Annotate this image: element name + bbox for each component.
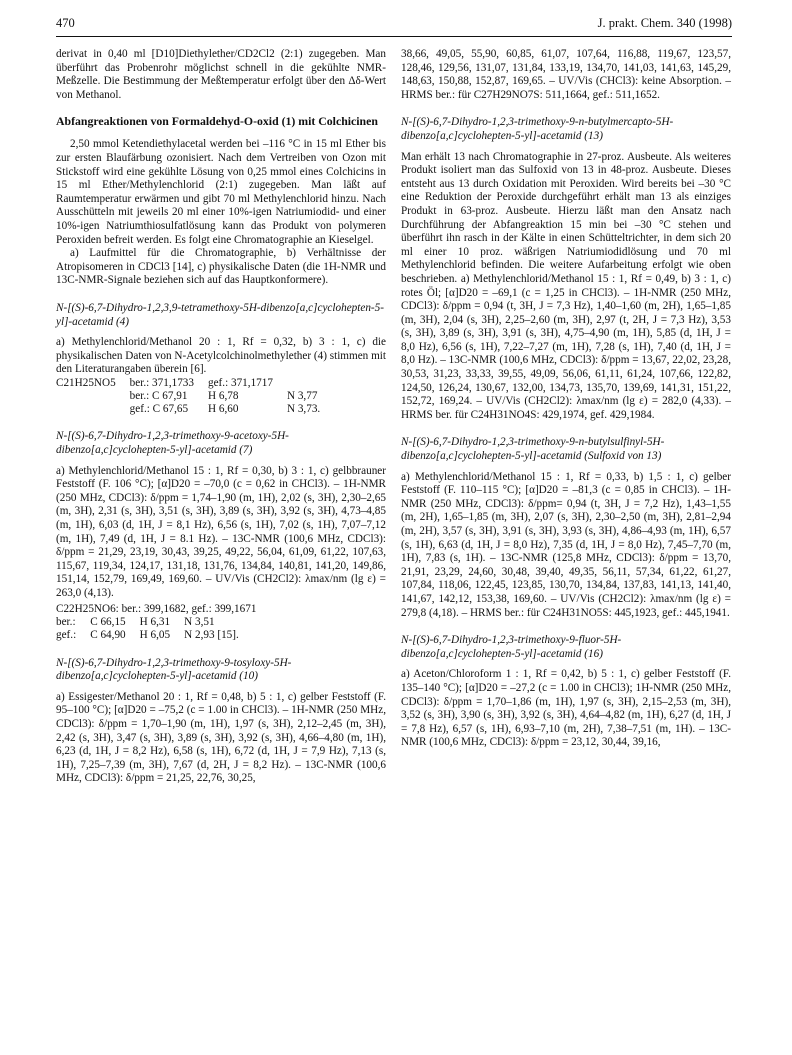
analysis-cell: C 64,90	[90, 629, 126, 642]
page-number: 470	[56, 16, 75, 30]
analysis-cell: N 3,77	[286, 390, 318, 403]
table-row	[56, 377, 334, 390]
compound-7-analysis	[56, 616, 253, 642]
compound-10-title: N-[(S)-6,7-Dihydro-1,2,3-trimethoxy-9-tosyloxy-5H-dibenzo[a,c]cyclohepten-5-yl]-acetamid (10)	[56, 656, 292, 683]
compound-13-title: N-[(S)-6,7-Dihydro-1,2,3-trimethoxy-9-n-butylmercapto-5H-dibenzo[a,c]cyclohepten-5-yl]-acetamid (13)	[401, 116, 674, 142]
sulfoxide-text: a) Methylenchlorid/Methanol 15 : 1, Rf = 0,33, b) 1,5 : 1, c) gelber Feststoff (F. 110–115 °C); [α]D20 = –81,3 (c = 0,85 in CHCl3). – 1H-NMR (250 MHz, CDCl3): δ/ppm= 0,94 (t, 3H, J = 7,2 Hz), 1,43–1,55 (m, 2H), 1,65–1,85 (m, 3H), 2,07 (s, 3H), 2,30–2,50 (m, 3H), 2,81–2,94 (m, 2H), 3,57 (s, 3H), 3,91 (s, 3H), 3,93 (s, 3H), 4,86–4,93 (m, 1H), 6,57 (s, 1H), 6,63 (d, 1H, J = 8,0 Hz), 7,35 (d, 1H, J = 8,0 Hz), 7,45–7,70 (m, 1H), 7,83 (s, 1H). – 13C-NMR (125,8 MHz, CDCl3): δ/ppm = 13,70, 21,91, 23,29, 24,60, 30,48, 39,40, 49,35, 56,11, 57,34, 61,22, 61,27, 107,84, 118,06, 122,45, 123,85, 130,70, 134,84, 137,83, 141,13, 141,40, 141,67, 142,12, 153,38, 169,60. – UV/Vis (CH2Cl2): λmax/nm (lg ε) = 279,8 (4,18). – HRMS ber.: für C24H31NO5S: 445,1923, gef.: 445,1941.	[401, 470, 731, 619]
compound-10-text: a) Essigester/Methanol 20 : 1, Rf = 0,48, b) 5 : 1, c) gelber Feststoff (F. 95–100 °C); [α]D20 = –75,2 (c = 1.00 in CHCl3). – 1H-NMR (250 MHz, CDCl3): δ/ppm = 1,70–1,90 (m, 1H), 1,97 (s, 3H), 2,12–2,45 (m, 3H), 2,42 (s, 3H), 3,47 (s, 3H), 3,89 (s, 3H), 3,92 (s, 3H), 4,66–4,80 (m, 1H), 6,23 (d, 1H, J = 8,2 Hz), 6,58 (s, 1H), 6,72 (d, 1H, J = 7,9 Hz), 7,13 (s, 1H), 7,25–7,39 (m, 3H), 7,67 (d, 2H, J = 8,2 Hz). – 13C-NMR (100,6 MHz, CDCl3): δ/ppm = 21,25, 22,76, 30,25,	[56, 690, 386, 785]
compound-7-title: N-[(S)-6,7-Dihydro-1,2,3-trimethoxy-9-acetoxy-5H-dibenzo[a,c]cyclohepten-5-yl]-acetamid (7)	[56, 430, 289, 457]
compound-10-continued: 38,66, 49,05, 55,90, 60,85, 61,07, 107,64, 116,88, 119,67, 123,57, 128,46, 129,56, 131,07, 131,84, 133,19, 134,70, 141,03, 141,63, 145,29, 148,63, 150,88, 152,87, 169,65. – UV/Vis (CHCl3): keine Absorption. – HRMS ber.: für C27H29NO7S: 511,1664, gef.: 511,1652.	[401, 48, 731, 101]
right-column	[401, 48, 731, 750]
analysis-cell: gef.: C 67,65	[129, 403, 189, 416]
compound-7-formula: C22H25NO6: ber.: 399,1682, gef.: 399,1671	[56, 602, 257, 615]
compound-13-text: Man erhält 13 nach Chromatographie in 27-proz. Ausbeute. Als weiteres Produkt isoliert man das Sulfoxid von 13 in 48-proz. Ausbeute. Dieses entsteht aus 13 durch Oxidation mit Peroxiden. Wird bereits bei –30 °C eine Reduktion der Peroxide durchgeführt erhält man 13 als einziges Produkt in 63-proz. Ausbeute. Hierzu läßt man den Ansatz nach Durchführung der Abfangreaktion 15 min bei –30 °C stehen und überführt ihn rasch in der Kälte in einen Schütteltrichter, in dem sich 20 ml einer 10 proz. wäßrigen Natriumiodidlösung und 70 ml Methylenchlorid befinden. Die weitere Aufarbeitung erfolgt wie oben beschrieben. a) Methylenchlorid/Methanol 15 : 1, Rf = 0,49, b) 3 : 1, c) rotes Öl; [α]D20 = –69,1 (c = 1,25 in CHCl3). – 1H-NMR (250 MHz, CDCl3): δ/ppm = 0,94 (t, 3H, J = 7,3 Hz), 1,40–1,60 (m, 2H), 1,65–1,85 (m, 3H), 2,04 (s, 3H), 2,25–2,60 (m, 3H), 2,97 (t, 2H, J = 7,3 Hz), 3,53 (s, 3H), 3,89 (s, 3H), 3,91 (s, 3H), 4,75–4,90 (m, 1H), 5,85 (d, 1H, J = 8,0 Hz), 6,56 (s, 1H), 7,22–7,27 (m, 1H), 7,28 (s, 1H), 7,40 (d, 1H, J = 8,0 Hz). – 13C-NMR (100,6 MHz, CDCl3): δ/ppm = 13,67, 22,02, 23,28, 30,53, 31,23, 33,33, 39,55, 49,09, 56,06, 61,11, 61,24, 107,66, 122,82, 124,50, 126,24, 130,67, 132,00, 134,73, 135,70, 139,69, 141,31, 151,22, 152,72, 169,24. – UV/Vis (CH2Cl2): λmax/nm (lg ε) = 282,0 (4,33). – HRMS ber. für C24H31NO4S: 429,1974, gef. 429,1984.	[401, 150, 731, 421]
analysis-cell: ber.: 371,1733	[129, 376, 194, 389]
analysis-cell: H 6,05	[139, 629, 171, 642]
compound-4-analysis	[56, 377, 334, 417]
analysis-cell: N 2,93 [15].	[184, 629, 239, 642]
analysis-cell: H 6,31	[139, 616, 171, 629]
compound-16-title: N-[(S)-6,7-Dihydro-1,2,3-trimethoxy-9-fluor-5H-dibenzo[a,c]cyclohepten-5-yl]-acetamid (16)	[401, 634, 622, 660]
journal-citation: J. prakt. Chem. 340 (1998)	[597, 16, 732, 30]
analysis-cell: C 66,15	[90, 616, 126, 629]
table-row	[56, 629, 253, 642]
analysis-cell	[56, 390, 130, 403]
analysis-cell: H 6,78	[208, 390, 239, 403]
table-row	[56, 403, 334, 416]
analysis-cell: gef.:	[56, 629, 77, 642]
compound-4-title: N-[(S)-6,7-Dihydro-1,2,3,9-tetramethoxy-5H-dibenzo[a,c]cyclohepten-5-yl]-acetamid (4)	[56, 301, 384, 328]
analysis-cell: ber.:	[56, 616, 76, 629]
analysis-cell: N 3,51	[184, 616, 215, 629]
analysis-cell: ber.: C 67,91	[129, 390, 188, 403]
notes-paragraph: a) Laufmittel für die Chromatographie, b) Verhältnisse der Atropisomeren in CDCl3 [14], c) physikalische Daten (die 1H-NMR und 13C-NMR-Signale beziehen sich auf das Hauptkonformere).	[56, 247, 386, 287]
analysis-cell: C21H25NO5	[56, 376, 116, 389]
analysis-cell	[56, 403, 130, 416]
header-rule	[56, 36, 732, 37]
left-column	[56, 48, 386, 786]
table-row	[56, 616, 253, 629]
table-row	[56, 390, 334, 403]
intro-paragraph: derivat in 0,40 ml [D10]Diethylether/CD2Cl2 (2:1) zugegeben. Man überführt das Probenrohr möglichst schnell in die gekühlte NMR-Meßzelle. Die Bestimmung der Meßtemperatur erfolgt über den Δδ-Wert von Methanol.	[56, 48, 386, 101]
compound-16-text: a) Aceton/Chloroform 1 : 1, Rf = 0,42, b) 5 : 1, c) gelber Feststoff (F. 135–140 °C); [α]D20 = –27,2 (c = 1.00 in CHCl3); 1H-NMR (250 MHz, CDCl3): δ/ppm = 1,70–1,86 (m, 1H), 1,97 (s, 3H), 2,15–2,53 (m, 3H), 3,52 (s, 3H), 3,90 (s, 3H), 3,92 (s, 3H), 4,64–4,82 (m, 1H), 6,27 (d, 1H, J = 7,8 Hz), 6,57 (s, 1H), 6,93–7,10 (m, 2H), 7,38–7,51 (m, 1H). – 13C-NMR (100,6 MHz, CDCl3): δ/ppm = 23,12, 30,44, 39,16,	[401, 668, 731, 749]
analysis-cell	[287, 377, 334, 390]
analysis-cell: N 3,73.	[286, 403, 321, 416]
section-heading: Abfangreaktionen von Formaldehyd-O-oxid (1) mit Colchicinen	[56, 114, 378, 129]
analysis-cell: H 6,60	[208, 403, 239, 416]
compound-7-text: a) Methylenchlorid/Methanol 15 : 1, Rf = 0,30, b) 3 : 1, c) gelbbrauner Feststoff (F. 106 °C); [α]D20 = –70,0 (c = 0,62 in CHCl3). – 1H-NMR (250 MHz, CDCl3): δ/ppm = 1,74–1,90 (m, 1H), 2,02 (s, 3H), 2,30–2,65 (m, 3H), 2,31 (s, 3H), 3,51 (s, 3H), 3,89 (s, 3H), 3,92 (s, 3H), 4,73–4,85 (m, 1H), 6,03 (d, 1H, J = 8,1 Hz), 6,56 (s, 1H), 7,02 (s, 1H), 7,07–7,12 (m, 1H), 7,49 (d, 1H, J = 8.1 Hz). – 13C-NMR (100,6 MHz, CDCl3): δ/ppm = 21,29, 23,19, 30,43, 39,25, 49,22, 56,04, 61,09, 61,22, 107,63, 115,67, 119,34, 124,17, 131,18, 131,76, 134,84, 140,81, 141,20, 149,86, 151,14, 152,79, 169,49, 169,60. – UV/Vis (CH2Cl2): λmax/nm (lg ε) = 263,0 (4,13).	[56, 464, 386, 600]
compound-4-text: a) Methylenchlorid/Methanol 20 : 1, Rf = 0,32, b) 3 : 1, c) die physikalischen Daten von N-Acetylcolchinolmethylether (4) stimmen mit den Literaturangaben überein [6].	[56, 336, 386, 376]
sulfoxide-title: N-[(S)-6,7-Dihydro-1,2,3-trimethoxy-9-n-butylsulfinyl-5H-dibenzo[a,c]cyclohepten-5-yl]-acetamid (Sulfoxid von 13)	[401, 436, 665, 463]
procedure-paragraph: 2,50 mmol Ketendiethylacetal werden bei –116 °C in 15 ml Ether bis zur ersten Blaufärbung ozonisiert. Nach dem Vertreiben von Ozon mit Stickstoff wird eine gekühlte Lösung von 0,25 mmol eines Colchicins in 15 ml Ether/Methylenchlorid (2:1) zugegeben. Man läßt auf Raumtemperatur erwärmen und gibt 70 ml Methylenchlorid hinzu. Nach Ausschütteln mit jeweils 20 ml einer 10%-igen Natriumiodid- und einer 10%-igen Natriumthiosulfatlösung kann das Produkt von polymeren Peroxiden befreit werden. Es folgt eine Chromatographie an Kieselgel.	[56, 138, 386, 246]
analysis-cell: gef.: 371,1717	[208, 376, 273, 389]
